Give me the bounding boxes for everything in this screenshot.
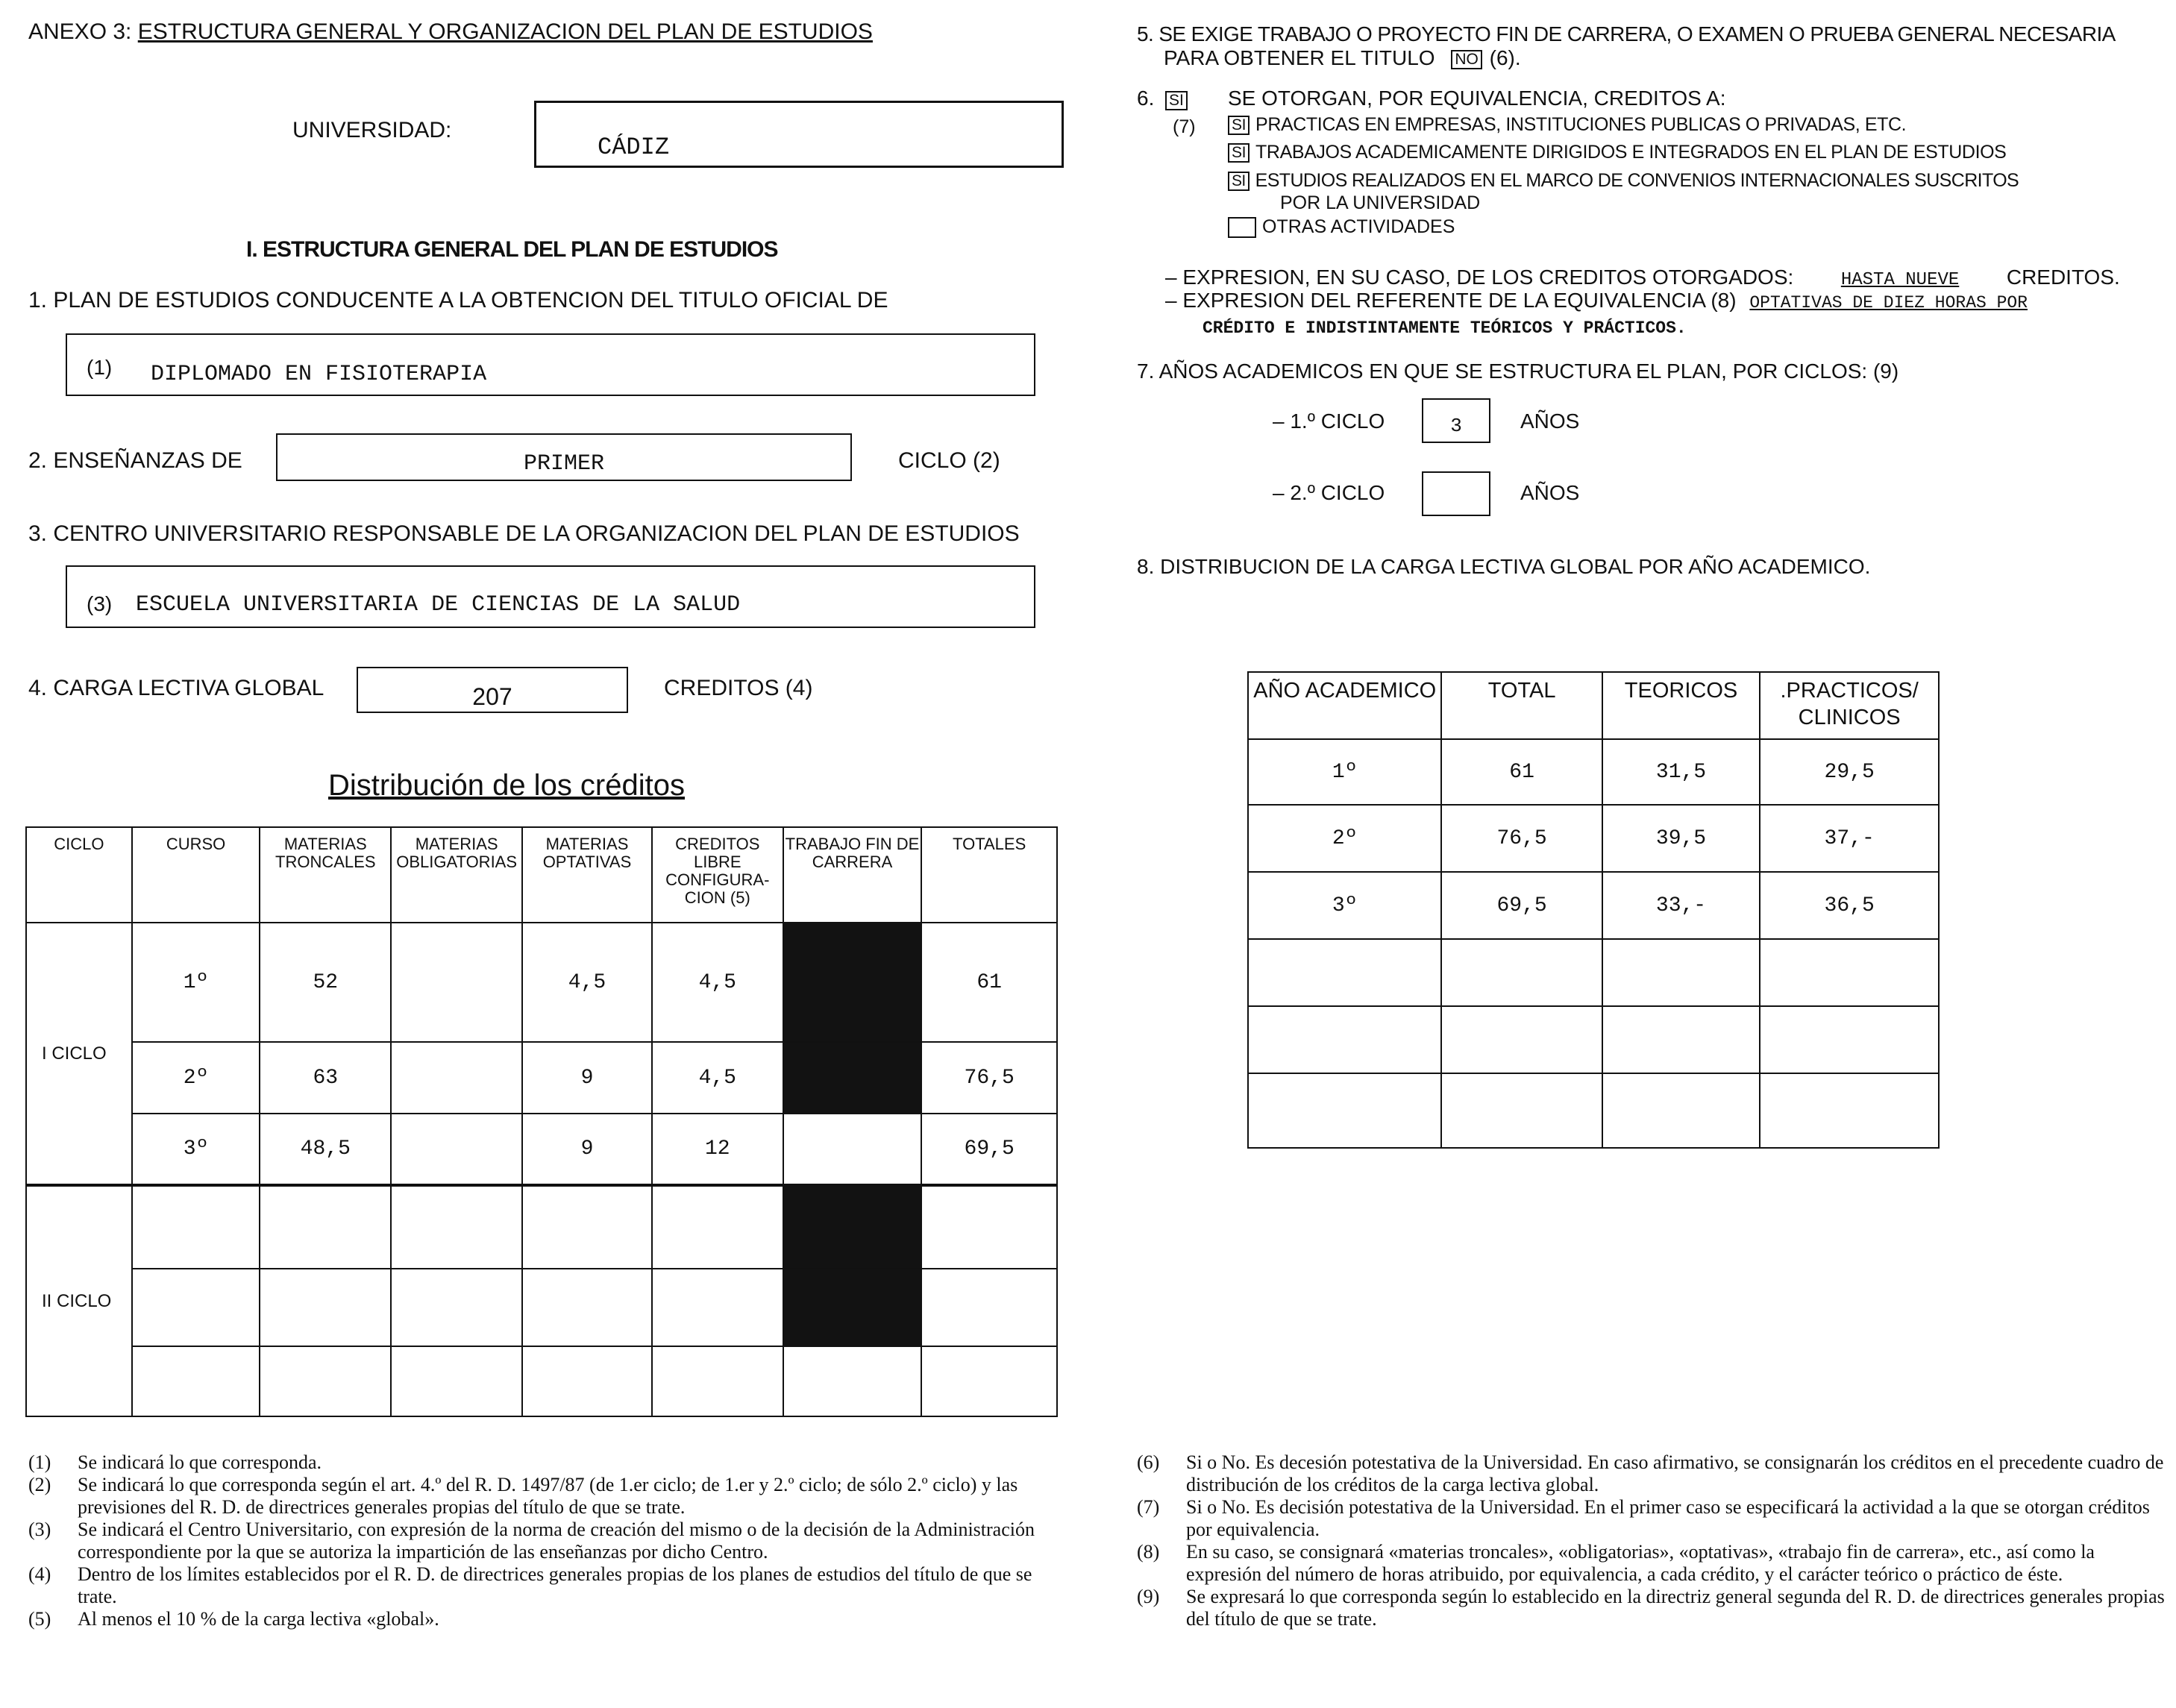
q3-box (66, 565, 1035, 628)
table-row (26, 923, 1057, 1042)
cell-optativas: 9 (522, 1114, 652, 1185)
footnote-text: Se indicará lo que corresponda según el art. 4.º del R. D. 1497/87 (de 1.er ciclo; de 1.er y 2.º ciclo; de sólo 2.º ciclo) y las previsiones del R. D. de directrices generales propias del título de que se trate. (78, 1474, 1018, 1518)
cell-optativas: 4,5 (522, 923, 652, 1042)
ciclo2-box (1422, 471, 1490, 516)
cell-troncales: 52 (260, 923, 391, 1042)
cell-empty (1602, 939, 1760, 1006)
q5-label: PARA OBTENER EL TITULO (1164, 46, 1435, 69)
footnote-text: En su caso, se consignará «materias troncales», «obligatorias», «optativas», «trabajo fin de carrera», etc., así como la expresión del número de horas atribuido, por equivalencia, a cada crédito, y el carácter teórico o práctico de éste. (1186, 1541, 2095, 1585)
footnote-text: Dentro de los límites establecidos por el R. D. de directrices generales propias de los planes de estudios del título de que se trate. (78, 1563, 1032, 1607)
q6-item-label: PRACTICAS EN EMPRESAS, INSTITUCIONES PUBLICAS O PRIVADAS, ETC. (1255, 114, 1907, 135)
q6-item-label: TRABAJOS ACADEMICAMENTE DIRIGIDOS E INTEGRADOS EN EL PLAN DE ESTUDIOS (1255, 142, 2007, 163)
cell-ano: 2º (1248, 805, 1441, 872)
header-ciclo: CICLO (26, 827, 132, 923)
header-curso: CURSO (132, 827, 260, 923)
table-header-row (1248, 672, 1939, 739)
footnote-text: Se expresará lo que corresponda según lo establecido en la directriz general segunda del R. D. de directrices generales propias del título de que se trate. (1186, 1586, 2165, 1630)
cell-practicos: 29,5 (1760, 739, 1939, 805)
distribution-title: Distribución de los créditos (328, 769, 685, 802)
q7-label: 7. AÑOS ACADEMICOS EN QUE SE ESTRUCTURA EL PLAN, POR CICLOS: (9) (1137, 360, 1899, 383)
q4-value: 207 (472, 683, 512, 710)
cell-empty (1602, 1006, 1760, 1073)
header-total: TOTAL (1441, 672, 1602, 739)
q8-label: 8. DISTRIBUCION DE LA CARGA LECTIVA GLOBAL POR AÑO ACADEMICO. (1137, 555, 1871, 578)
footnote-number: (6) (1137, 1451, 1160, 1473)
cell-libre: 4,5 (652, 1042, 783, 1114)
q1-ref: (1) (87, 356, 113, 379)
header-ano-academico: AÑO ACADEMICO (1248, 672, 1441, 739)
table-row (1248, 939, 1939, 1006)
cell-empty (1248, 1073, 1441, 1148)
q6-answer: SI (1165, 91, 1188, 110)
footnote-text: Si o No. Es decesión potestativa de la Universidad. En caso afirmativo, se consignarán los créditos en el precedente cuadro de distribución de los créditos de la carga lectiva global. (1186, 1451, 2164, 1495)
footnote-number: (3) (28, 1519, 51, 1540)
header-optativas: MATERIAS OPTATIVAS (522, 827, 652, 923)
cell-empty (652, 1269, 783, 1346)
q3-ref: (3) (87, 592, 113, 615)
footnote (1137, 1496, 2166, 1541)
table-row (26, 1185, 1057, 1269)
cell-empty (921, 1185, 1057, 1269)
header-trabajo-fin: TRABAJO FIN DE CARRERA (783, 827, 922, 923)
cell-empty (652, 1346, 783, 1416)
cell-curso: 1º (132, 923, 260, 1042)
footnote-number: (4) (28, 1563, 51, 1585)
expr1-suffix: CREDITOS. (2006, 266, 2120, 289)
expr1-label: – EXPRESION, EN SU CASO, DE LOS CREDITOS OTORGADOS: (1165, 266, 1794, 289)
cell-practicos: 37,- (1760, 805, 1939, 872)
table-row (26, 1042, 1057, 1114)
table-header-row (26, 827, 1057, 923)
q6-answer-box (1165, 91, 1194, 110)
expr1-value: HASTA NUEVE (1840, 270, 1960, 290)
cell-empty (1248, 939, 1441, 1006)
cell-obligatorias (391, 1042, 522, 1114)
q6-ref: (7) (1173, 116, 1196, 137)
cell-empty (1441, 1073, 1602, 1148)
cell-total: 61 (1441, 739, 1602, 805)
cell-trabajo-blacked (783, 1185, 922, 1269)
table-row (26, 1269, 1057, 1346)
cell-empty (921, 1346, 1057, 1416)
footnote (28, 1563, 1061, 1608)
cell-teoricos: 39,5 (1602, 805, 1760, 872)
cell-totales: 69,5 (921, 1114, 1057, 1185)
q6-item-label: ESTUDIOS REALIZADOS EN EL MARCO DE CONVENIOS INTERNACIONALES SUSCRITOS (1255, 170, 2019, 191)
footnote (28, 1519, 1061, 1563)
footnote-number: (1) (28, 1451, 51, 1473)
year-load-table (1247, 671, 1940, 1149)
ciclo1-label: – 1.º CICLO (1273, 409, 1385, 433)
cell-empty (260, 1185, 391, 1269)
cell-empty (132, 1346, 260, 1416)
anexo-heading (28, 19, 873, 45)
cell-empty (652, 1185, 783, 1269)
ciclo1-value: 3 (1450, 415, 1462, 437)
expr2-label: – EXPRESION DEL REFERENTE DE LA EQUIVALENCIA (8) (1165, 289, 1737, 312)
footnote (28, 1451, 1061, 1474)
q3-value: ESCUELA UNIVERSITARIA DE CIENCIAS DE LA SALUD (136, 592, 741, 618)
footnote-text: Se indicará lo que corresponda. (78, 1451, 322, 1473)
cell-totales: 76,5 (921, 1042, 1057, 1114)
ciclo-1-label: I CICLO (26, 923, 132, 1185)
section1-title: I. ESTRUCTURA GENERAL DEL PLAN DE ESTUDIOS (246, 237, 778, 262)
footnote (28, 1474, 1061, 1519)
q5-answer-box: NO (1451, 50, 1482, 69)
q6-title: SE OTORGAN, POR EQUIVALENCIA, CREDITOS A: (1228, 87, 1726, 110)
cell-libre: 12 (652, 1114, 783, 1185)
cell-ano: 3º (1248, 872, 1441, 939)
cell-trabajo-blacked (783, 1042, 922, 1114)
q6-item-check: SI (1228, 172, 1250, 191)
cell-teoricos: 31,5 (1602, 739, 1760, 805)
header-totales: TOTALES (921, 827, 1057, 923)
q6-item-label: OTRAS ACTIVIDADES (1262, 216, 1455, 237)
table-row (26, 1114, 1057, 1185)
q6-item-check (1228, 217, 1256, 238)
footnote-text: Si o No. Es decisión potestativa de la Universidad. En el primer caso se especificará la actividad a la que se otorgan créditos por equivalencia. (1186, 1496, 2150, 1540)
expr2-cont: CRÉDITO E INDISTINTAMENTE TEÓRICOS Y PRÁCTICOS. (1203, 318, 1687, 338)
q6-item-empresas (1228, 114, 1906, 136)
footnote-number: (7) (1137, 1496, 1160, 1518)
q5-ref: (6). (1489, 46, 1521, 69)
q6-item-otras (1228, 216, 1455, 238)
footnote-number: (5) (28, 1608, 51, 1630)
table-row (26, 1346, 1057, 1416)
header-teoricos: TEORICOS (1602, 672, 1760, 739)
cell-empty (132, 1269, 260, 1346)
header-libre-configuracion: CREDITOS LIBRE CONFIGURA-CION (5) (652, 827, 783, 923)
q2-label: 2. ENSEÑANZAS DE (28, 448, 242, 473)
table-row (1248, 872, 1939, 939)
q6-item-check: SI (1228, 116, 1250, 135)
universidad-label: UNIVERSIDAD: (292, 118, 452, 142)
footnote-number: (2) (28, 1474, 51, 1495)
cell-empty (1248, 1006, 1441, 1073)
cell-empty (921, 1269, 1057, 1346)
header-practicos: .PRACTICOS/ CLINICOS (1760, 672, 1939, 739)
cell-empty (1441, 1006, 1602, 1073)
cell-totales: 61 (921, 923, 1057, 1042)
anexo-title: ESTRUCTURA GENERAL Y ORGANIZACION DEL PLAN DE ESTUDIOS (137, 19, 873, 44)
q6-item-trabajos (1228, 142, 2006, 163)
footnote-number: (9) (1137, 1586, 1160, 1607)
ciclo1-box (1422, 398, 1490, 443)
table-row (1248, 1073, 1939, 1148)
cell-empty (522, 1346, 652, 1416)
cell-curso: 3º (132, 1114, 260, 1185)
anexo-prefix: ANEXO 3: (28, 19, 132, 44)
cell-optativas: 9 (522, 1042, 652, 1114)
header-obligatorias: MATERIAS OBLIGATORIAS (391, 827, 522, 923)
footnotes-right (1137, 1451, 2166, 1630)
ciclo2-label: – 2.º CICLO (1273, 481, 1385, 504)
cell-empty (1760, 1006, 1939, 1073)
footnote-number: (8) (1137, 1541, 1160, 1563)
q3-label: 3. CENTRO UNIVERSITARIO RESPONSABLE DE LA ORGANIZACION DEL PLAN DE ESTUDIOS (28, 521, 1020, 546)
q1-label: 1. PLAN DE ESTUDIOS CONDUCENTE A LA OBTENCION DEL TITULO OFICIAL DE (28, 288, 888, 313)
expr2-value: OPTATIVAS DE DIEZ HORAS POR (1749, 293, 2028, 313)
cell-curso: 2º (132, 1042, 260, 1114)
q6-num: 6. (1137, 87, 1155, 110)
cell-obligatorias (391, 923, 522, 1042)
cell-ano: 1º (1248, 739, 1441, 805)
cell-empty (1602, 1073, 1760, 1148)
footnote (28, 1608, 1061, 1630)
cell-empty (783, 1346, 922, 1416)
footnotes-left (28, 1451, 1061, 1630)
q5-line1: 5. SE EXIGE TRABAJO O PROYECTO FIN DE CARRERA, O EXAMEN O PRUEBA GENERAL NECESARIA (1137, 22, 2116, 45)
header-troncales: MATERIAS TRONCALES (260, 827, 391, 923)
cell-total: 69,5 (1441, 872, 1602, 939)
cell-empty (391, 1185, 522, 1269)
cell-trabajo-blacked (783, 923, 922, 1042)
cell-empty (522, 1269, 652, 1346)
cell-trabajo-blacked (783, 1269, 922, 1346)
footnote (1137, 1541, 2166, 1586)
cell-empty (260, 1346, 391, 1416)
cell-empty (1760, 939, 1939, 1006)
footnote (1137, 1586, 2166, 1630)
footnote (1137, 1451, 2166, 1496)
universidad-box (534, 101, 1064, 168)
q6-item-convenios (1228, 170, 2019, 192)
q2-box (276, 433, 852, 481)
ciclo2-anos: AÑOS (1520, 481, 1580, 504)
cell-troncales: 48,5 (260, 1114, 391, 1185)
q6-item-convenios-cont: POR LA UNIVERSIDAD (1280, 192, 1481, 213)
ciclo-2-label: II CICLO (26, 1185, 132, 1416)
cell-empty (1760, 1073, 1939, 1148)
cell-empty (1441, 939, 1602, 1006)
q1-value: DIPLOMADO EN FISIOTERAPIA (151, 362, 487, 387)
credits-distribution-table (25, 826, 1058, 1417)
cell-total: 76,5 (1441, 805, 1602, 872)
table-row (1248, 739, 1939, 805)
q1-box (66, 333, 1035, 396)
q2-value: PRIMER (523, 451, 605, 477)
cell-empty (260, 1269, 391, 1346)
cell-teoricos: 33,- (1602, 872, 1760, 939)
q4-label: 4. CARGA LECTIVA GLOBAL (28, 676, 324, 700)
cell-libre: 4,5 (652, 923, 783, 1042)
footnote-text: Se indicará el Centro Universitario, con expresión de la norma de creación del mismo o de la decisión de la Administración correspondiente por la que se autoriza la impartición de las enseñanzas por dicho Centro. (78, 1519, 1035, 1563)
q2-suffix: CICLO (2) (898, 448, 1000, 473)
q5-line2 (1164, 46, 1521, 70)
cell-empty (132, 1185, 260, 1269)
cell-troncales: 63 (260, 1042, 391, 1114)
q4-suffix: CREDITOS (4) (664, 676, 813, 700)
cell-practicos: 36,5 (1760, 872, 1939, 939)
q4-box (357, 667, 628, 713)
universidad-value: CÁDIZ (598, 134, 670, 161)
expr2-line (1165, 289, 2028, 315)
footnote-text: Al menos el 10 % de la carga lectiva «global». (78, 1608, 439, 1630)
cell-trabajo (783, 1114, 922, 1185)
table-row (1248, 1006, 1939, 1073)
cell-empty (391, 1346, 522, 1416)
cell-empty (522, 1185, 652, 1269)
cell-empty (391, 1269, 522, 1346)
q6-item-check: SI (1228, 143, 1250, 163)
cell-obligatorias (391, 1114, 522, 1185)
ciclo1-anos: AÑOS (1520, 409, 1580, 433)
table-row (1248, 805, 1939, 872)
